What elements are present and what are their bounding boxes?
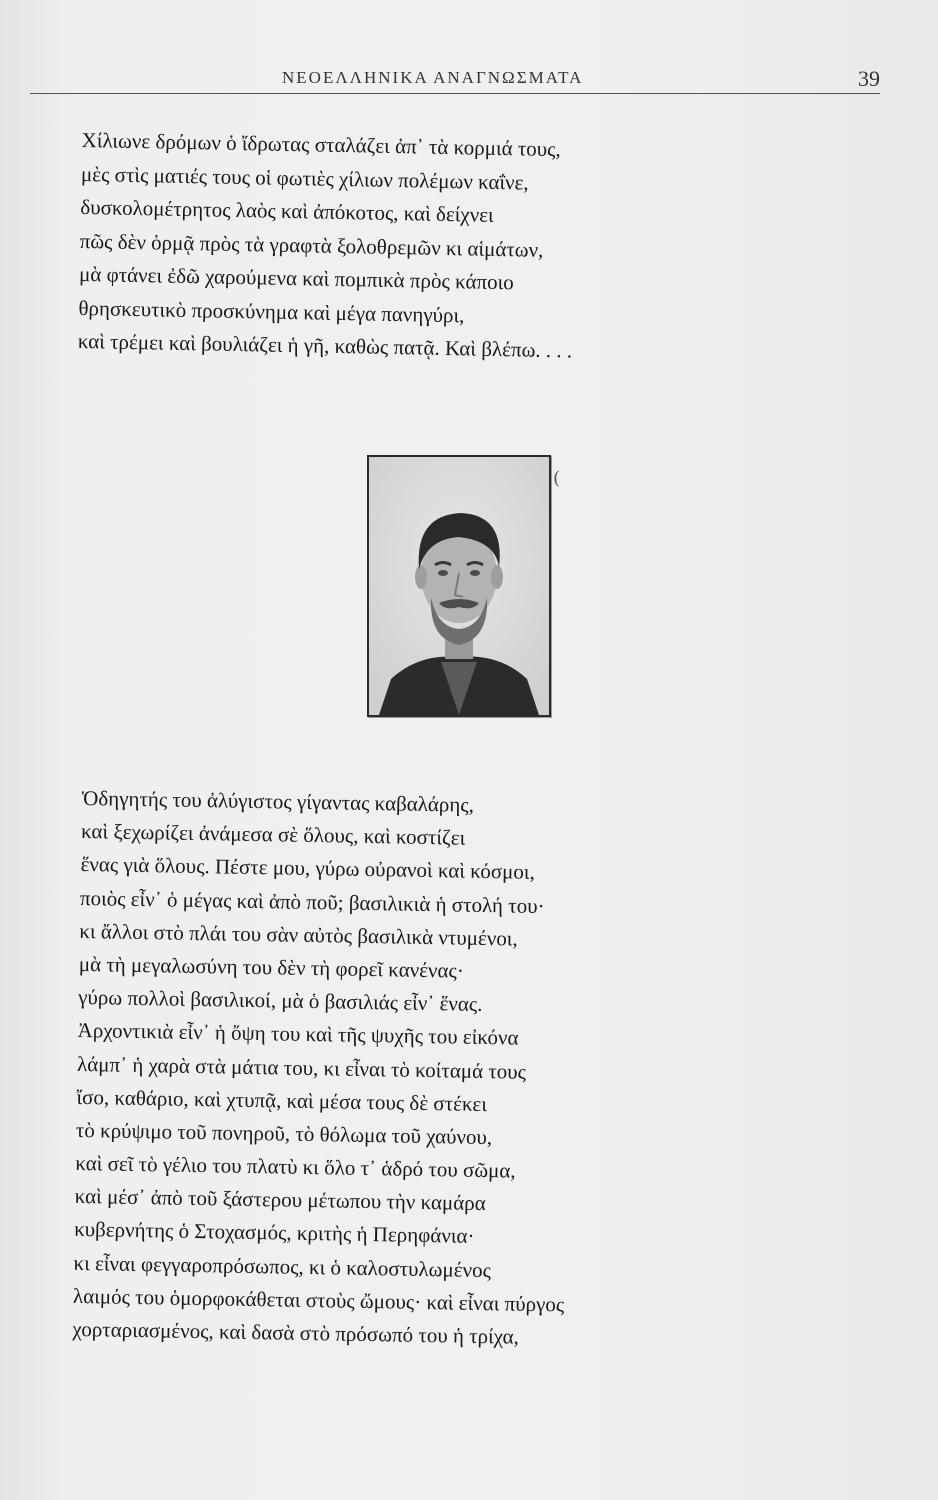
verse-line: ἕνας γιὰ ὅλους. Πέστε μου, γύρω οὐρανοὶ καὶ κόσμοι, (80, 852, 536, 885)
verse-line: μὲς στὶς ματιές τους οἱ φωτιὲς χίλιων πολέμων καΐνε, (80, 161, 529, 195)
verse-line: Ὁδηγητής του ἀλύγιστος γίγαντας καβαλάρης, (81, 785, 475, 817)
verse-line: λάμπ᾽ ἡ χαρὰ στὰ μάτια του, κι εἶναι τὸ κοίταμά τους (76, 1051, 527, 1084)
verse-line: ἴσο, καθάριο, καὶ χτυπᾷ, καὶ μέσα τους δὲ στέκει (76, 1084, 488, 1116)
verse-line: καὶ ξεχωρίζει ἀνάμεσα σὲ ὅλους, καὶ κοστίζει (80, 819, 466, 850)
verse-line: μὰ φτάνει ἐδῶ χαρούμενα καὶ πομπικὰ πρὸς κάποιο (78, 261, 514, 295)
stray-mark: ( (553, 468, 561, 489)
verse-line: χορταριασμένος, καὶ δασὰ στὸ πρόσωπό του ἡ τρίχα, (72, 1316, 520, 1349)
verse-line: καὶ μέσ᾽ ἀπὸ τοῦ ξάστερου μέτωπου τὴν καμάρα (74, 1184, 486, 1216)
verse-line: Χίλιωνε δρόμων ὁ ἴδρωτας σταλάζει ἀπ᾽ τὰ κορμιά τους, (81, 127, 561, 162)
page-number: 39 (858, 66, 880, 91)
verse-line: δυσκολομέτρητος λαὸς καὶ ἀπόκοτος, καὶ δείχνει (80, 194, 494, 227)
verse-line: θρησκευτικὸ προσκύνημα καὶ μέγα πανηγύρι, (78, 295, 465, 327)
page-header (30, 66, 880, 96)
verse-line: ποιὸς εἶν᾽ ὁ μέγας καὶ ἀπὸ ποῦ; βασιλικιὰ ἡ στολή του· (79, 885, 545, 918)
verse-line: λαιμός του ὁμορφοκάθεται στοὺς ὤμους· καὶ εἶναι πύργος (72, 1283, 565, 1317)
portrait-photo (369, 457, 549, 715)
author-portrait (367, 455, 551, 717)
verse-line: μὰ τὴ μεγαλωσύνη του δὲν τὴ φορεῖ κανένας· (78, 951, 465, 983)
verse-line: πῶς δὲν ὁρμᾷ πρὸς τὰ γραφτὰ ξολοθρεμῶν κι αἱμάτων, (79, 228, 544, 262)
verse-line: τὸ κρύψιμο τοῦ πονηροῦ, τὸ θόλωμα τοῦ χαύνου, (75, 1117, 493, 1150)
verse-line: γύρω πολλοὶ βασιλικοί, μὰ ὁ βασιλιάς εἶν᾽ ἕνας. (78, 985, 483, 1017)
verse-line: κυβερνήτης ὁ Στοχασμός, κριτὴς ἡ Περηφάνια· (73, 1217, 475, 1249)
verse-line: καὶ σεῖ τὸ γέλιο του πλατὺ κι ὅλο τ᾽ ἁδρό του σῶμα, (75, 1151, 516, 1183)
verse-line: κι ἄλλοι στὸ πλάι του σὰν αὐτὸς βασιλικὰ ντυμένοι, (79, 918, 518, 951)
header-rule (30, 93, 880, 94)
verse-block-top (77, 124, 881, 374)
verse-line: κι εἶναι φεγγαροπρόσωπος, κι ὁ καλοστυλωμένος (73, 1250, 492, 1282)
running-title: ΝΕΟΕΛΛΗΝΙΚΑ ΑΝΑΓΝΩΣΜΑΤΑ (282, 68, 584, 87)
verse-line: Ἀρχοντικιὰ εἶν᾽ ἡ ὄψη του καὶ τῆς ψυχῆς του εἰκόνα (77, 1018, 519, 1050)
verse-block-bottom (72, 782, 882, 1360)
verse-line: καὶ τρέμει καὶ βουλιάζει ἡ γῆ, καθὼς πατᾷ. Καὶ βλέπω. . . . (77, 328, 573, 363)
